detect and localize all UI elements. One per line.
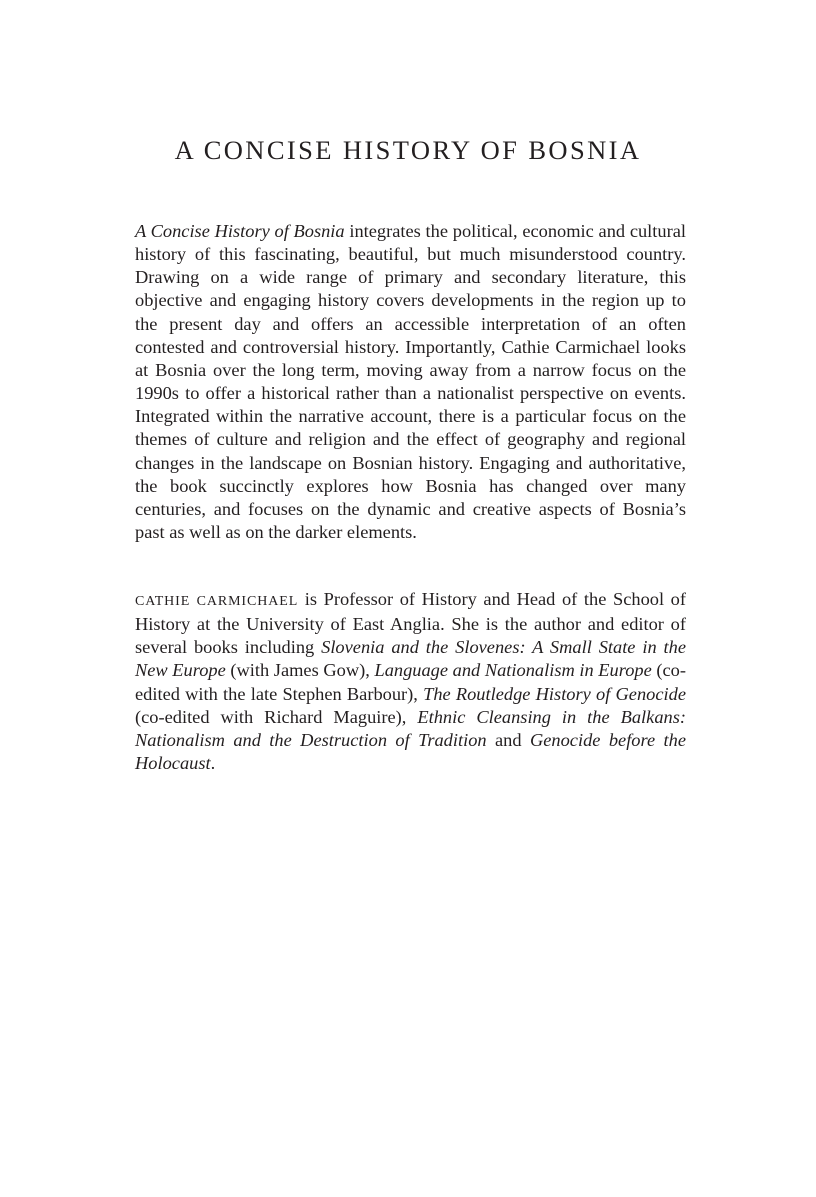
description-paragraph [135,220,686,544]
book-title-4: Ethnic Cleansing in the Balkans: Nationalism and the Destruction of Tradition [135,706,686,750]
book-title-italic: A Concise History of Bosnia [135,221,345,241]
bio-intro: is Professor of History and Head of the School of History at the University of East Anglia. She is the author and editor of several books including [135,589,687,658]
book-title-2: Language and Nationalism in Europe [374,660,652,681]
bio-text-3: (co-edited with Richard Maguire), [135,706,418,727]
bio-text-2: (co-edited with the late Stephen Barbour), [135,660,686,704]
description-text: integrates the political, economic and cultural history of this fascinating, beautiful, but much misunderstood country. Drawing on a wide range of primary and secondary literature, this objective and engaging history covers developments in the region up to the present day and offers an accessible interpretation of an often contested and controversial history. Importantly, Cathie Carmichael looks at Bosnia over the long term, moving away from a narrow focus on the 1990s to offer a historical rather than a nationalist perspective on events. Integrated within the narrative account, there is a particular focus on the themes of culture and religion and the effect of geography and regional changes in the landscape on Bosnian history. Engaging and authoritative, the book succinctly explores how Bosnia has changed over many centuries, and focuses on the dynamic and creative aspects of Bosnia’s past as well as on the darker elements. [135,221,686,543]
book-description [135,220,686,544]
book-title-1: Slovenia and the Slovenes: A Small State in the New Europe [135,637,686,681]
bio-text-1: (with James Gow), [225,660,375,681]
book-title-3: The Routledge History of Genocide [423,683,686,704]
page-title: A CONCISE HISTORY OF BOSNIA [174,135,642,165]
author-name: CATHIE CARMICHAEL [135,594,299,609]
author-bio [135,588,686,775]
bio-paragraph [135,588,686,775]
book-title-5: Genocide before the Holocaust [135,729,686,774]
bio-text-4: and [486,729,530,750]
bio-text-5: . [210,753,216,774]
